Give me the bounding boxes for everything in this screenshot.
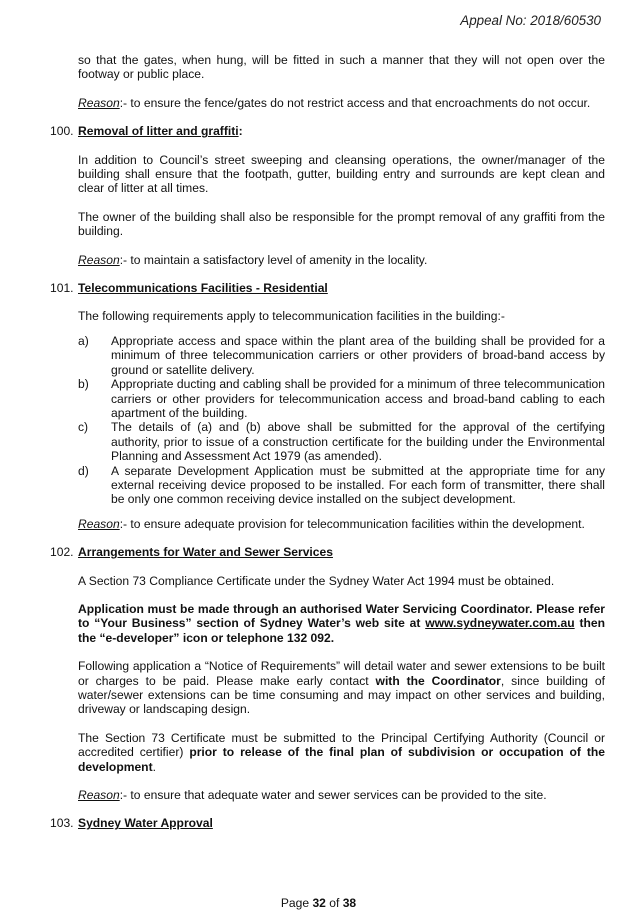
list-item	[78, 377, 605, 420]
section-heading-102	[50, 545, 605, 559]
page-of: of	[325, 896, 343, 910]
section-title-suffix: :	[238, 124, 243, 139]
list-letter: d)	[78, 463, 89, 478]
page-total: 38	[342, 896, 357, 910]
reason-text: :- to maintain a satisfactory level of amenity in the locality.	[119, 252, 428, 267]
reason-text: :- to ensure the fence/gates do not restrict access and that encroachments do not occur.	[119, 95, 591, 110]
s102-p3-bold: with the Coordinator	[375, 673, 501, 688]
sydney-water-link[interactable]: www.sydneywater.com.au	[425, 616, 575, 631]
s100-paragraph-2: The owner of the building shall also be responsible for the prompt removal of any graffiti from the building.	[78, 209, 605, 239]
list-letter: b)	[78, 377, 89, 392]
section-heading-101	[50, 281, 605, 295]
section-title: Removal of litter and graffiti	[78, 124, 239, 139]
s102-paragraph-3	[78, 659, 605, 717]
list-text: A separate Development Application must be submitted at the appropriate time for any external receiving device proposed to be installed. For each form of transmitter, there shall be only one common receiving device installed on the subject development.	[111, 463, 605, 507]
list-item	[78, 464, 605, 507]
s102-paragraph-2	[78, 602, 605, 645]
reason-label: Reason	[78, 95, 120, 110]
s101-paragraph-1: The following requirements apply to telecommunication facilities in the building:-	[78, 309, 505, 324]
s102-paragraph-1: A Section 73 Compliance Certificate under the Sydney Water Act 1994 must be obtained.	[78, 573, 555, 588]
section-number: 102.	[50, 545, 74, 560]
list-letter: c)	[78, 420, 89, 435]
appeal-number: Appeal No: 2018/60530	[460, 13, 601, 28]
section-title: Sydney Water Approval	[78, 816, 213, 831]
section-number: 103.	[50, 816, 74, 831]
section-heading-103	[50, 816, 605, 830]
section-number: 101.	[50, 281, 74, 296]
s102-p4-bold: prior to release of the final plan of subdivision or occupation of the development	[78, 745, 605, 774]
s101-reason	[78, 517, 605, 531]
s102-p4-text-a: The Section 73 Certificate must be submitted to the Principal Certifying Authority (Council or accredited certifier)	[78, 730, 605, 760]
s102-p3-text-a: Following application a “Notice of Requirements” will detail water and sewer extensions to be built or charges to be paid. Please make early contact	[78, 659, 605, 688]
page-number: 32	[312, 896, 326, 910]
reason-label: Reason	[78, 252, 120, 267]
s102-p3-text-b: , since building of water/sewer extensions can be time consuming and may impact on other services and building, driveway or landscaping design.	[78, 673, 606, 717]
s102-p2-text-b: then the “e-developer” icon or telephone 132 092.	[78, 616, 606, 645]
list-text: Appropriate access and space within the plant area of the building shall be provided for a minimum of three telecommunication carriers or other providers of broad-band access by ground or satellite delivery.	[111, 333, 605, 377]
list-text: The details of (a) and (b) above shall be submitted for the approval of the certifying authority, prior to issue of a construction certificate for the building under the Environmental Planning and Assessment Act 1979 (as amended).	[111, 420, 605, 464]
section-title: Telecommunications Facilities - Residential	[78, 281, 328, 296]
list-item	[78, 420, 605, 463]
page-prefix: Page	[280, 896, 313, 910]
s102-reason	[78, 788, 605, 802]
reason-label: Reason	[78, 516, 120, 531]
document-body	[50, 53, 605, 831]
page-footer	[0, 896, 637, 910]
reason-label: Reason	[78, 788, 120, 803]
list-item	[78, 334, 605, 377]
intro-paragraph: so that the gates, when hung, will be fitted in such a manner that they will not open over the footway or public place.	[78, 53, 605, 82]
s102-p2-text-a: Application must be made through an authorised Water Servicing Coordinator. Please refer to “Your Business” section of Sydney Water’s web site at	[78, 601, 605, 631]
requirements-list	[78, 334, 605, 507]
section-heading-100	[50, 124, 605, 138]
s100-reason	[78, 253, 605, 267]
list-text: Appropriate ducting and cabling shall be provided for a minimum of three telecommunication carriers or other providers for telecommunication access and broad-band cabling to each apartment of the building.	[111, 377, 605, 420]
list-letter: a)	[78, 333, 89, 348]
s100-paragraph-1: In addition to Council’s street sweeping and cleansing operations, the owner/manager of the building shall ensure that the footpath, gutter, building entry and surrounds are kept clean and clear of litter at all times.	[78, 152, 605, 196]
s102-p4-text-b: .	[152, 759, 156, 774]
intro-reason	[78, 96, 605, 110]
section-number: 100.	[50, 124, 74, 139]
section-title: Arrangements for Water and Sewer Services	[78, 545, 333, 560]
reason-text: :- to ensure that adequate water and sewer services can be provided to the site.	[119, 788, 547, 803]
reason-text: :- to ensure adequate provision for telecommunication facilities within the development.	[119, 516, 585, 531]
s102-paragraph-4	[78, 731, 605, 774]
